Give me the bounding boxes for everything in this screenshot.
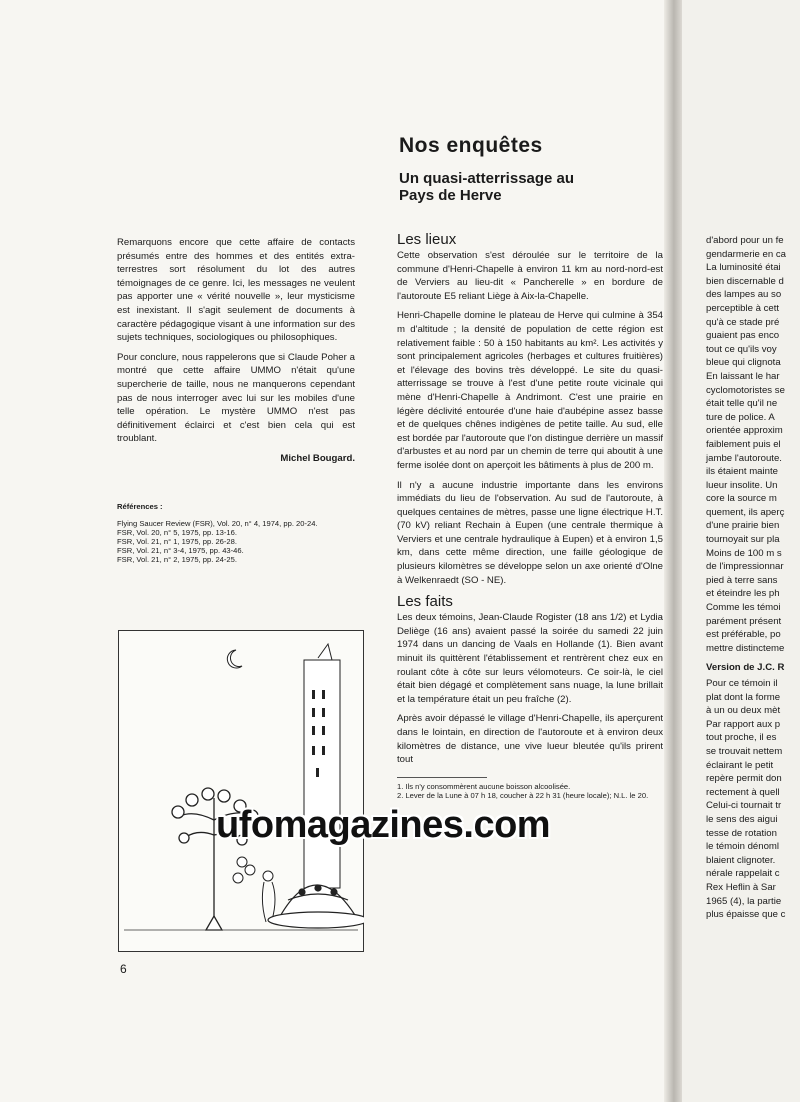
- adjacent-text-line: bien discernable d: [706, 275, 784, 287]
- adjacent-text-line: est préférable, po: [706, 629, 781, 641]
- adjacent-text-line: se trouvait nettem: [706, 745, 783, 757]
- adjacent-text-line: bleue qui clignota: [706, 357, 781, 369]
- adjacent-text-line: ils étaient mainte: [706, 466, 778, 478]
- footnote-2: 2. Lever de la Lune à 07 h 18, coucher à 22 h 31 (heure locale); N.L. le 20.: [397, 790, 649, 800]
- church-tower: [304, 644, 340, 888]
- heading-les-faits: Les faits: [397, 593, 453, 611]
- reference-item: FSR, Vol. 21, n° 3-4, 1975, pp. 43-46.: [117, 546, 244, 555]
- subtitle-line-2: Pays de Herve: [399, 187, 502, 204]
- adjacent-text-line: parément présent: [706, 615, 782, 627]
- lieux-paragraph-1: Cette observation s'est déroulée sur le territoire de la commune d'Henri-Chapelle à environ 11 km au nord-nord-est de Verviers au lieu-dit « Pancherelle » en bordure de l'autoroute E5 reliant Liège à Aix-la-Chapelle.: [397, 250, 663, 302]
- page-gutter: [664, 0, 682, 1102]
- adjacent-text-line: tesse de rotation: [706, 827, 777, 839]
- reference-item: FSR, Vol. 21, n° 2, 1975, pp. 24-25.: [117, 555, 237, 564]
- middle-column: [397, 231, 663, 800]
- conclusion-paragraph-2: Pour conclure, nous rappelerons que si Claude Poher a montré que cette affaire UMMO n'était qu'une supercherie de taille, nous ne manquerons cependant pas de nous interroger avec lui sur les mobiles d'une telle opération. Le mystère UMMO n'est pas définitivement éclairci et c'est bien cela qui est troublant.: [117, 351, 355, 445]
- adjacent-text-line: faiblement puis el: [706, 438, 781, 450]
- adjacent-text-line: guaient pas enco: [706, 330, 780, 342]
- adjacent-text-line: ture de police. A: [706, 411, 775, 423]
- adjacent-text-line: des lampes au so: [706, 289, 782, 301]
- faits-paragraph-2: Après avoir dépassé le village d'Henri-Chapelle, ils aperçurent dans le lointain, en direction de l'autoroute et à environ deux kilomètres de distance, une vive lueur bleutée qu'ils prirent tout: [397, 713, 663, 766]
- footnote-divider: [397, 777, 487, 778]
- adjacent-text-line: Celui-ci tournait tr: [706, 800, 782, 812]
- adjacent-text-line: éclairant le petit: [706, 759, 774, 771]
- adjacent-text-line: le témoin dénoml: [706, 841, 780, 853]
- author-signature: Michel Bougard.: [280, 452, 355, 464]
- adjacent-text-line: Pour ce témoin il: [706, 678, 778, 689]
- adjacent-text-line: d'une prairie bien: [706, 520, 780, 532]
- adjacent-text-line: plat dont la forme: [706, 691, 781, 703]
- page-number: 6: [120, 962, 127, 976]
- adjacent-text-line: Moins de 100 m s: [706, 547, 782, 559]
- lieux-paragraph-3: Il n'y a aucune industrie importante dans les environs immédiats du lieu de l'observation. Au sud de l'autoroute, à quelques centaines de mètres, passe une ligne électrique H.T. (70 kV) reliant Rechain à Eupen (une centrale thermique à Verviers et une centrale hydraulique à Eupen) et à environ 1,5 km, dans cette même direction, une faille géologique de plusieurs kilomètres se développe selon un axe orienté d'Olne à Welkenraedt (SO - NE).: [397, 479, 663, 586]
- illustration-sighting: [118, 630, 364, 952]
- reference-item: Flying Saucer Review (FSR), Vol. 20, n° 4, 1974, pp. 20-24.: [117, 519, 318, 528]
- article-subtitle: [399, 170, 659, 204]
- subtitle-line-1: Un quasi-atterrissage au: [399, 170, 575, 187]
- lieux-paragraph-2: Henri-Chapelle domine le plateau de Herve qui culmine à 354 m d'altitude ; la densité de population de cette région est relativement faible : 50 à 150 habitants au km². Les activités y sont principalement agricoles (herbages et cultures fruitières) et l'élevage des bovins très développé. Le site du quasi-atterrissage se trouve à l'est d'une petite route vicinale qui mène d'Henri-Chapelle à Andrimont. C'est une prairie en légère déclivité entourée d'une haie d'aubépine assez basse et de quelques chênes indigènes de petite taille. Au sud, elle est bordée par l'autoroute que l'on distingue derrière un massif d'arbustes et au nord par un chemin de terre qui aboutit à une ferme isolée dont on aperçoit les bâtiments à plus de 200 m.: [397, 310, 663, 471]
- adjacent-text-line: Rex Heflin à Sar: [706, 881, 776, 893]
- watermark: ufomagazines.com: [216, 804, 551, 846]
- left-column: [117, 236, 355, 466]
- adjacent-text-line: core la source m: [706, 493, 777, 505]
- heading-les-lieux: Les lieux: [397, 231, 457, 248]
- conclusion-paragraph-1: Remarquons encore que cette affaire de contacts présumés entre des hommes et des entités extra-terrestres sort résolument du lot des autres témoignages de ce genre. Ici, les messages ne veulent pas apporter une « vérité nouvelle », leur mysticisme est inexistant. Il s'agit seulement de documents à caractère pédagogique visant à une information sur des sujets techniques, sociologiques ou philosophiques.: [117, 237, 355, 344]
- adjacent-text-line: rectement à quell: [706, 786, 780, 798]
- references-block: [117, 502, 362, 564]
- adjacent-text-line: jambe l'autoroute.: [706, 452, 782, 464]
- section-title: Nos enquêtes: [399, 134, 543, 157]
- adjacent-text-line: La luminosité étai: [706, 262, 781, 274]
- adjacent-text-line: le sens des aigui: [706, 813, 778, 825]
- adjacent-page-text: [706, 234, 800, 922]
- adjacent-text-line: quement, ils aperç: [706, 506, 785, 518]
- reference-item: FSR, Vol. 20, n° 5, 1975, pp. 13-16.: [117, 528, 237, 537]
- adjacent-text-line: perceptible à cett: [706, 302, 780, 314]
- adjacent-text-line: orientée approxim: [706, 425, 783, 437]
- adjacent-text-line: de l'impressionnar: [706, 561, 784, 573]
- footnote-1: 1. Ils n'y consommèrent aucune boisson alcoolisée.: [397, 781, 571, 791]
- adjacent-text-line: gendarmerie en ca: [706, 248, 786, 260]
- adjacent-text-line: mettre distincteme: [706, 642, 785, 654]
- adjacent-text-line: 1965 (4), la partie: [706, 895, 782, 907]
- adjacent-page: [682, 0, 800, 1102]
- adjacent-text-line: nérale rappelait c: [706, 868, 780, 880]
- adjacent-text-line: tout ce qu'ils voy: [706, 343, 777, 355]
- adjacent-text-line: blaient clignoter.: [706, 854, 776, 866]
- adjacent-text-line: pied à terre sans: [706, 574, 778, 586]
- adjacent-text-line: était telle qu'il ne: [706, 398, 778, 410]
- faits-paragraph-1: Les deux témoins, Jean-Claude Rogister (18 ans 1/2) et Lydia Deliège (16 ans) avaient passé la soirée du samedi 22 juin 1974 dans un dancing de Vaals en Hollande (1). Bien avant minuit ils quittèrent l'établissement et rentrèrent chez eux en roulant côte à côte sur leurs vélomoteurs. Ce soir-là, le ciel était bien dégagé et complètement sans nuage, la lune brillait et la température était un peu fraîche (2).: [397, 612, 663, 705]
- reference-item: FSR, Vol. 21, n° 1, 1975, pp. 26-28.: [117, 537, 237, 546]
- adjacent-text-line: Par rapport aux p: [706, 718, 781, 730]
- version-heading: Version de J.C. R: [706, 662, 785, 674]
- adjacent-text-line: tournoyait sur pla: [706, 534, 780, 546]
- adjacent-text-line: cyclomotoristes se: [706, 384, 785, 396]
- adjacent-text-line: Comme les témoi: [706, 602, 781, 614]
- adjacent-text-line: à un ou deux mèt: [706, 705, 781, 717]
- adjacent-text-line: d'abord pour un fe: [706, 235, 784, 246]
- adjacent-text-line: lueur insolite. Un: [706, 479, 778, 491]
- adjacent-text-line: tout proche, il es: [706, 732, 777, 744]
- adjacent-text-line: En laissant le har: [706, 370, 780, 382]
- references-title: Références :: [117, 502, 163, 511]
- adjacent-text-line: plus épaisse que c: [706, 909, 786, 921]
- adjacent-text-line: et éteindre les ph: [706, 588, 780, 600]
- adjacent-text-line: qu'à ce stade pré: [706, 316, 780, 328]
- adjacent-text-line: repère permit don: [706, 773, 782, 785]
